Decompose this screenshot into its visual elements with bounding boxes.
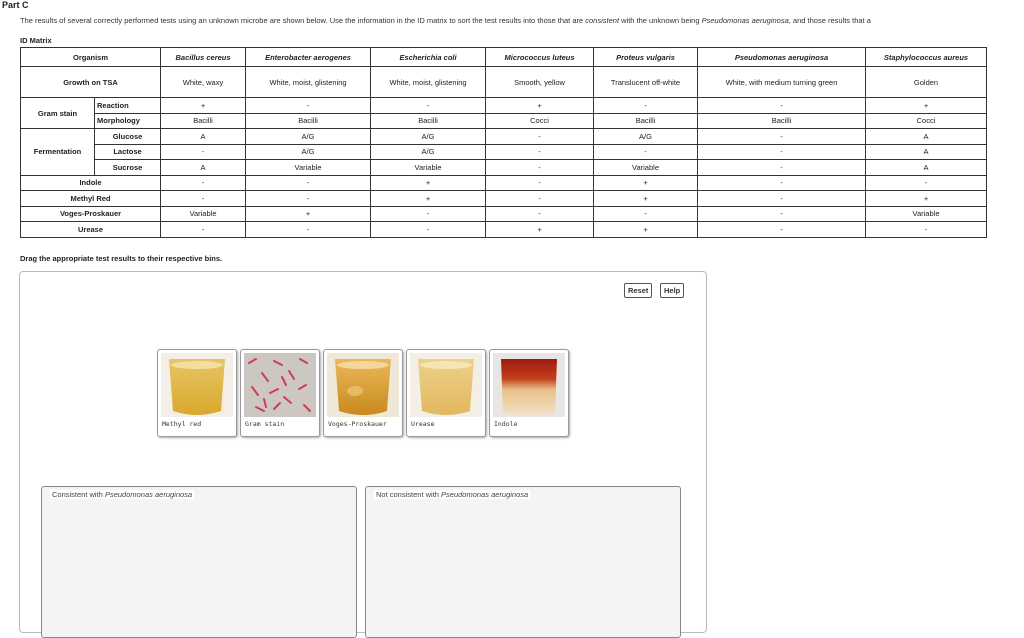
cell: A/G (594, 129, 698, 145)
cell: - (698, 160, 866, 176)
cell: + (594, 175, 698, 191)
cell: - (698, 191, 866, 207)
gram-morphology-row (21, 113, 987, 129)
intro-middle: with the unknown being (619, 16, 702, 25)
cell: - (161, 175, 246, 191)
tile-methyl-red[interactable] (157, 349, 237, 437)
cell: Translucent off-white (594, 67, 698, 98)
org-header: Proteus vulgaris (594, 48, 698, 67)
lactose-row (21, 144, 987, 160)
intro-after: , and those results that a (788, 16, 871, 25)
cell: A (866, 144, 987, 160)
cell: A/G (246, 129, 371, 145)
cell: Bacilli (698, 113, 866, 129)
cell: White, waxy (161, 67, 246, 98)
help-button[interactable]: Help (660, 283, 684, 298)
cell: + (371, 191, 486, 207)
row-label: Indole (21, 175, 161, 191)
sucrose-row (21, 160, 987, 176)
cell: Cocci (486, 113, 594, 129)
cell: + (594, 191, 698, 207)
reset-button[interactable]: Reset (624, 283, 652, 298)
growth-row (21, 67, 987, 98)
tile-caption: Methyl red (162, 420, 202, 428)
organism-header: Organism (21, 48, 161, 67)
cell: - (594, 144, 698, 160)
cell: - (698, 144, 866, 160)
cell: - (161, 222, 246, 238)
bin-consistent[interactable] (41, 486, 357, 638)
org-header: Staphylococcus aureus (866, 48, 987, 67)
methyl-red-image (161, 353, 233, 417)
org-header: Bacillus cereus (161, 48, 246, 67)
row-label: Voges-Proskauer (21, 206, 161, 222)
cell: - (698, 206, 866, 222)
tile-caption: Voges-Proskauer (328, 420, 387, 428)
cell: Bacilli (371, 113, 486, 129)
tile-gram-stain[interactable] (240, 349, 320, 437)
tile-caption: Gram stain (245, 420, 285, 428)
bin-label-prefix: Consistent with (52, 490, 105, 499)
cell: - (371, 222, 486, 238)
row-label: Urease (21, 222, 161, 238)
row-label: Methyl Red (21, 191, 161, 207)
cell: + (161, 98, 246, 114)
cell: A (161, 160, 246, 176)
cell: + (246, 206, 371, 222)
tile-caption: Urease (411, 420, 435, 428)
cell: - (486, 160, 594, 176)
urease-row (21, 222, 987, 238)
cell: - (486, 175, 594, 191)
cell: - (698, 98, 866, 114)
tile-urease[interactable] (406, 349, 486, 437)
cell: A/G (371, 129, 486, 145)
cell: - (866, 222, 987, 238)
cell: + (594, 222, 698, 238)
cell: White, moist, glistening (246, 67, 371, 98)
bin-label-organism: Pseudomonas aeruginosa (104, 490, 193, 499)
cell: A (161, 129, 246, 145)
intro-em2: Pseudomonas aeruginosa (701, 16, 789, 25)
cell: Variable (161, 206, 246, 222)
cell: Bacilli (246, 113, 371, 129)
cell: - (866, 175, 987, 191)
cell: - (371, 206, 486, 222)
indole-image (493, 353, 565, 417)
cell: Bacilli (161, 113, 246, 129)
cell: Variable (594, 160, 698, 176)
bin-label-organism: Pseudomonas aeruginosa (441, 490, 529, 499)
cell: - (698, 129, 866, 145)
cell: A (866, 129, 987, 145)
bin-label (50, 490, 194, 499)
org-header: Enterobacter aerogenes (246, 48, 371, 67)
sub-label: Reaction (95, 98, 161, 114)
urease-image (410, 353, 482, 417)
intro-before: The results of several correctly performed tests using an unknown microbe are shown below. Use the information in the ID matrix to sort the test results into those that are (20, 16, 586, 25)
id-matrix-table (20, 47, 987, 238)
cell: Variable (371, 160, 486, 176)
cell: - (486, 129, 594, 145)
row-label: Gram stain (21, 98, 95, 129)
methyl-red-row (21, 191, 987, 207)
cell: White, moist, glistening (371, 67, 486, 98)
cell: - (161, 191, 246, 207)
voges-proskauer-image (327, 353, 399, 417)
cell: - (698, 175, 866, 191)
cell: - (594, 206, 698, 222)
intro-text (20, 16, 871, 25)
cell: + (486, 98, 594, 114)
sub-label: Glucose (95, 129, 161, 145)
cell: Cocci (866, 113, 987, 129)
cell: A/G (371, 144, 486, 160)
bin-label-prefix: Not consistent with (376, 490, 442, 499)
org-header: Escherichia coli (371, 48, 486, 67)
cell: + (371, 175, 486, 191)
sub-label: Sucrose (95, 160, 161, 176)
header-row (21, 48, 987, 67)
intro-em1: consistent (585, 16, 620, 25)
cell: + (866, 98, 987, 114)
cell: - (698, 222, 866, 238)
cell: + (866, 191, 987, 207)
gram-reaction-row (21, 98, 987, 114)
cell: - (486, 191, 594, 207)
cell: Golden (866, 67, 987, 98)
cell: - (246, 191, 371, 207)
matrix-label: ID Matrix (20, 36, 52, 45)
cell: + (486, 222, 594, 238)
sub-label: Morphology (95, 113, 161, 129)
row-label: Fermentation (21, 129, 95, 176)
cell: - (246, 98, 371, 114)
tile-voges-proskauer[interactable] (323, 349, 403, 437)
cell: A/G (246, 144, 371, 160)
bin-label (374, 490, 530, 499)
cell: Bacilli (594, 113, 698, 129)
glucose-row (21, 129, 987, 145)
cell: - (594, 98, 698, 114)
cell: - (161, 144, 246, 160)
cell: Variable (866, 206, 987, 222)
cell: A (866, 160, 987, 176)
gram-stain-image (244, 353, 316, 417)
row-label: Growth on TSA (21, 67, 161, 98)
cell: - (246, 222, 371, 238)
sub-label: Lactose (95, 144, 161, 160)
tile-indole[interactable] (489, 349, 569, 437)
cell: Smooth, yellow (486, 67, 594, 98)
part-title: Part C (2, 0, 29, 10)
cell: - (246, 175, 371, 191)
bin-not-consistent[interactable] (365, 486, 681, 638)
tile-caption: Indole (494, 420, 518, 428)
indole-row (21, 175, 987, 191)
cell: White, with medium turning green (698, 67, 866, 98)
instruction-text: Drag the appropriate test results to their respective bins. (20, 254, 223, 263)
voges-row (21, 206, 987, 222)
cell: - (371, 98, 486, 114)
org-header: Micrococcus luteus (486, 48, 594, 67)
org-header: Pseudomonas aeruginosa (698, 48, 866, 67)
cell: - (486, 144, 594, 160)
cell: Variable (246, 160, 371, 176)
cell: - (486, 206, 594, 222)
